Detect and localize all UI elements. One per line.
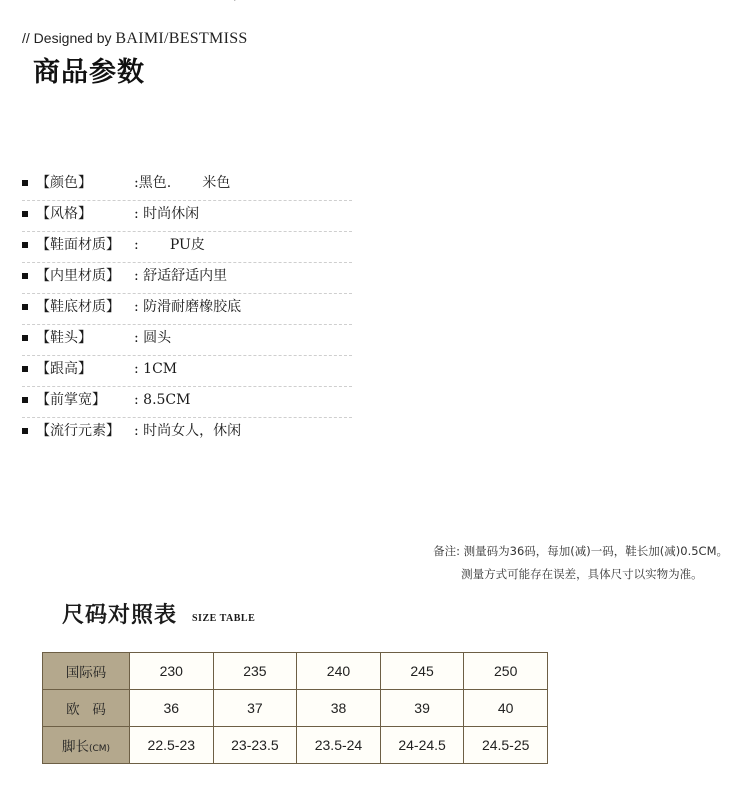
- row-header-unit: (CM): [88, 744, 111, 754]
- param-row-color: [22, 170, 352, 201]
- param-label: 【颜色】: [36, 175, 92, 191]
- table-cell: 235: [213, 653, 297, 690]
- param-value: :黑色. 米色: [134, 175, 231, 191]
- bullet-icon: [22, 335, 28, 341]
- table-cell: 240: [297, 653, 381, 690]
- param-row-forefoot-width: [22, 387, 352, 418]
- bullet-icon: [22, 211, 28, 217]
- param-value: : PU皮: [134, 237, 205, 253]
- param-row-trend-elements: [22, 418, 352, 448]
- param-row-sole-material: [22, 294, 352, 325]
- note-line-2: 测量方式可能存在误差，具体尺寸以实物为准。: [461, 567, 703, 581]
- param-value: : 舒适舒适内里: [134, 268, 228, 284]
- row-header: [43, 727, 130, 764]
- param-row-lining-material: [22, 263, 352, 294]
- table-cell: 37: [213, 690, 297, 727]
- table-cell: 23.5-24: [297, 727, 381, 764]
- param-value: : 1CM: [134, 361, 178, 377]
- table-cell: 22.5-23: [130, 727, 214, 764]
- table-cell: 23-23.5: [213, 727, 297, 764]
- row-header-label: 脚长: [61, 739, 89, 755]
- brand-name: BAIMI/BESTMISS: [115, 30, 248, 47]
- bullet-icon: [22, 428, 28, 434]
- param-row-heel-height: [22, 356, 352, 387]
- param-value: : 时尚女人，休闲: [134, 423, 242, 439]
- table-cell: 250: [464, 653, 548, 690]
- row-header-label: 欧 码: [66, 702, 106, 718]
- row-header: [43, 653, 130, 690]
- bullet-icon: [22, 242, 28, 248]
- bullet-icon: [22, 273, 28, 279]
- param-label: 【风格】: [36, 206, 92, 222]
- bullet-icon: [22, 180, 28, 186]
- bullet-icon: [22, 304, 28, 310]
- param-label: 【内里材质】: [36, 268, 120, 284]
- param-row-toe: [22, 325, 352, 356]
- decorative-slash: [234, 0, 252, 9]
- param-label: 【前掌宽】: [36, 392, 106, 408]
- param-value: : 时尚休闲: [134, 206, 200, 222]
- table-row-foot-length: [43, 727, 548, 764]
- designed-by-prefix: // Designed by: [22, 30, 112, 46]
- page-title: 商品参数: [33, 57, 145, 88]
- table-cell: 39: [380, 690, 464, 727]
- param-label: 【流行元素】: [36, 423, 120, 439]
- table-cell: 38: [297, 690, 381, 727]
- table-cell: 24-24.5: [380, 727, 464, 764]
- measurement-note: [433, 540, 728, 586]
- param-label: 【鞋头】: [36, 330, 92, 346]
- size-table: [42, 652, 548, 764]
- param-label: 【跟高】: [36, 361, 92, 377]
- product-params-list: [22, 170, 352, 448]
- table-cell: 230: [130, 653, 214, 690]
- row-header: [43, 690, 130, 727]
- table-row-eu-size: [43, 690, 548, 727]
- param-value: : 防滑耐磨橡胶底: [134, 299, 242, 315]
- table-cell: 245: [380, 653, 464, 690]
- size-table-title: 尺码对照表: [62, 602, 178, 628]
- table-cell: 24.5-25: [464, 727, 548, 764]
- row-header-label: 国际码: [65, 665, 107, 681]
- designed-by-line: [22, 30, 248, 48]
- param-row-style: [22, 201, 352, 232]
- param-label: 【鞋底材质】: [36, 299, 120, 315]
- param-row-upper-material: [22, 232, 352, 263]
- table-cell: 40: [464, 690, 548, 727]
- table-cell: 36: [130, 690, 214, 727]
- bullet-icon: [22, 397, 28, 403]
- table-row-intl-size: [43, 653, 548, 690]
- param-value: : 圆头: [134, 330, 172, 346]
- size-table-subtitle: SIZE TABLE: [192, 613, 256, 624]
- param-label: 【鞋面材质】: [36, 237, 120, 253]
- bullet-icon: [22, 366, 28, 372]
- param-value: : 8.5CM: [134, 392, 191, 408]
- note-line-1: 备注: 测量码为36码，每加(减)一码，鞋长加(减)0.5CM。: [433, 544, 728, 558]
